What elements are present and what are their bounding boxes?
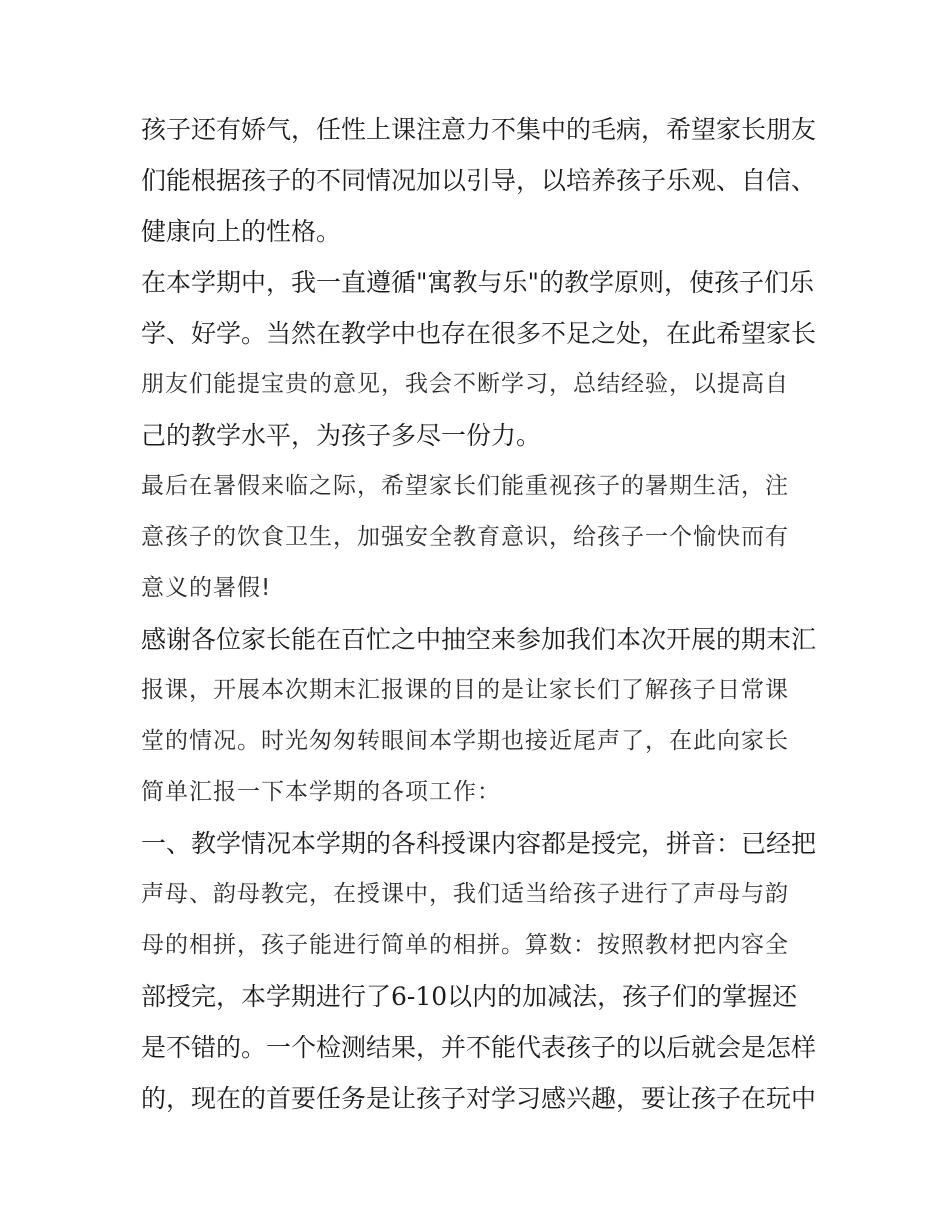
- text-line: 感谢各位家长能在百忙之中抽空来参加我们本次开展的期末汇: [141, 625, 817, 654]
- text-line: 的，现在的首要任务是让孩子对学习感兴趣，要让孩子在玩中: [141, 1084, 817, 1113]
- text-line: 在本学期中，我一直遵循"寓教与乐"的教学原则，使孩子们乐: [141, 268, 815, 297]
- text-line: 最后在暑假来临之际，希望家长们能重视孩子的暑期生活，注: [141, 473, 789, 499]
- text-line: 朋友们能提宝贵的意见，我会不断学习，总结经验，以提高自: [141, 371, 789, 397]
- text-line: 意孩子的饮食卫生，加强安全教育意识，给孩子一个愉快而有: [141, 524, 789, 550]
- text-line: 学、好学。当然在教学中也存在很多不足之处，在此希望家长: [141, 319, 817, 348]
- text-line: 堂的情况。时光匆匆转眼间本学期也接近尾声了，在此向家长: [141, 728, 789, 754]
- text-line: 部授完，本学期进行了6-10以内的加减法，孩子们的掌握还: [141, 982, 798, 1011]
- text-line: 是不错的。一个检测结果，并不能代表孩子的以后就会是怎样: [141, 1033, 817, 1062]
- text-line: 们能根据孩子的不同情况加以引导，以培养孩子乐观、自信、: [141, 166, 817, 195]
- text-line: 母的相拼，孩子能进行简单的相拼。算数：按照教材把内容全: [141, 932, 789, 958]
- text-line: 己的教学水平，为孩子多尽一份力。: [141, 421, 542, 450]
- text-line: 报课，开展本次期末汇报课的目的是让家长们了解孩子日常课: [141, 677, 789, 703]
- text-line: 一、教学情况本学期的各科授课内容都是授完，拼音：已经把: [141, 829, 817, 858]
- text-line: 孩子还有娇气，任性上课注意力不集中的毛病，希望家长朋友: [141, 115, 817, 144]
- text-line: 意义的暑假!: [141, 575, 272, 601]
- document-body: [141, 104, 821, 1124]
- text-line: 简单汇报一下本学期的各项工作：: [141, 779, 501, 805]
- text-line: 声母、韵母教完，在授课中，我们适当给孩子进行了声母与韵: [141, 881, 789, 907]
- text-line: 健康向上的性格。: [141, 217, 342, 246]
